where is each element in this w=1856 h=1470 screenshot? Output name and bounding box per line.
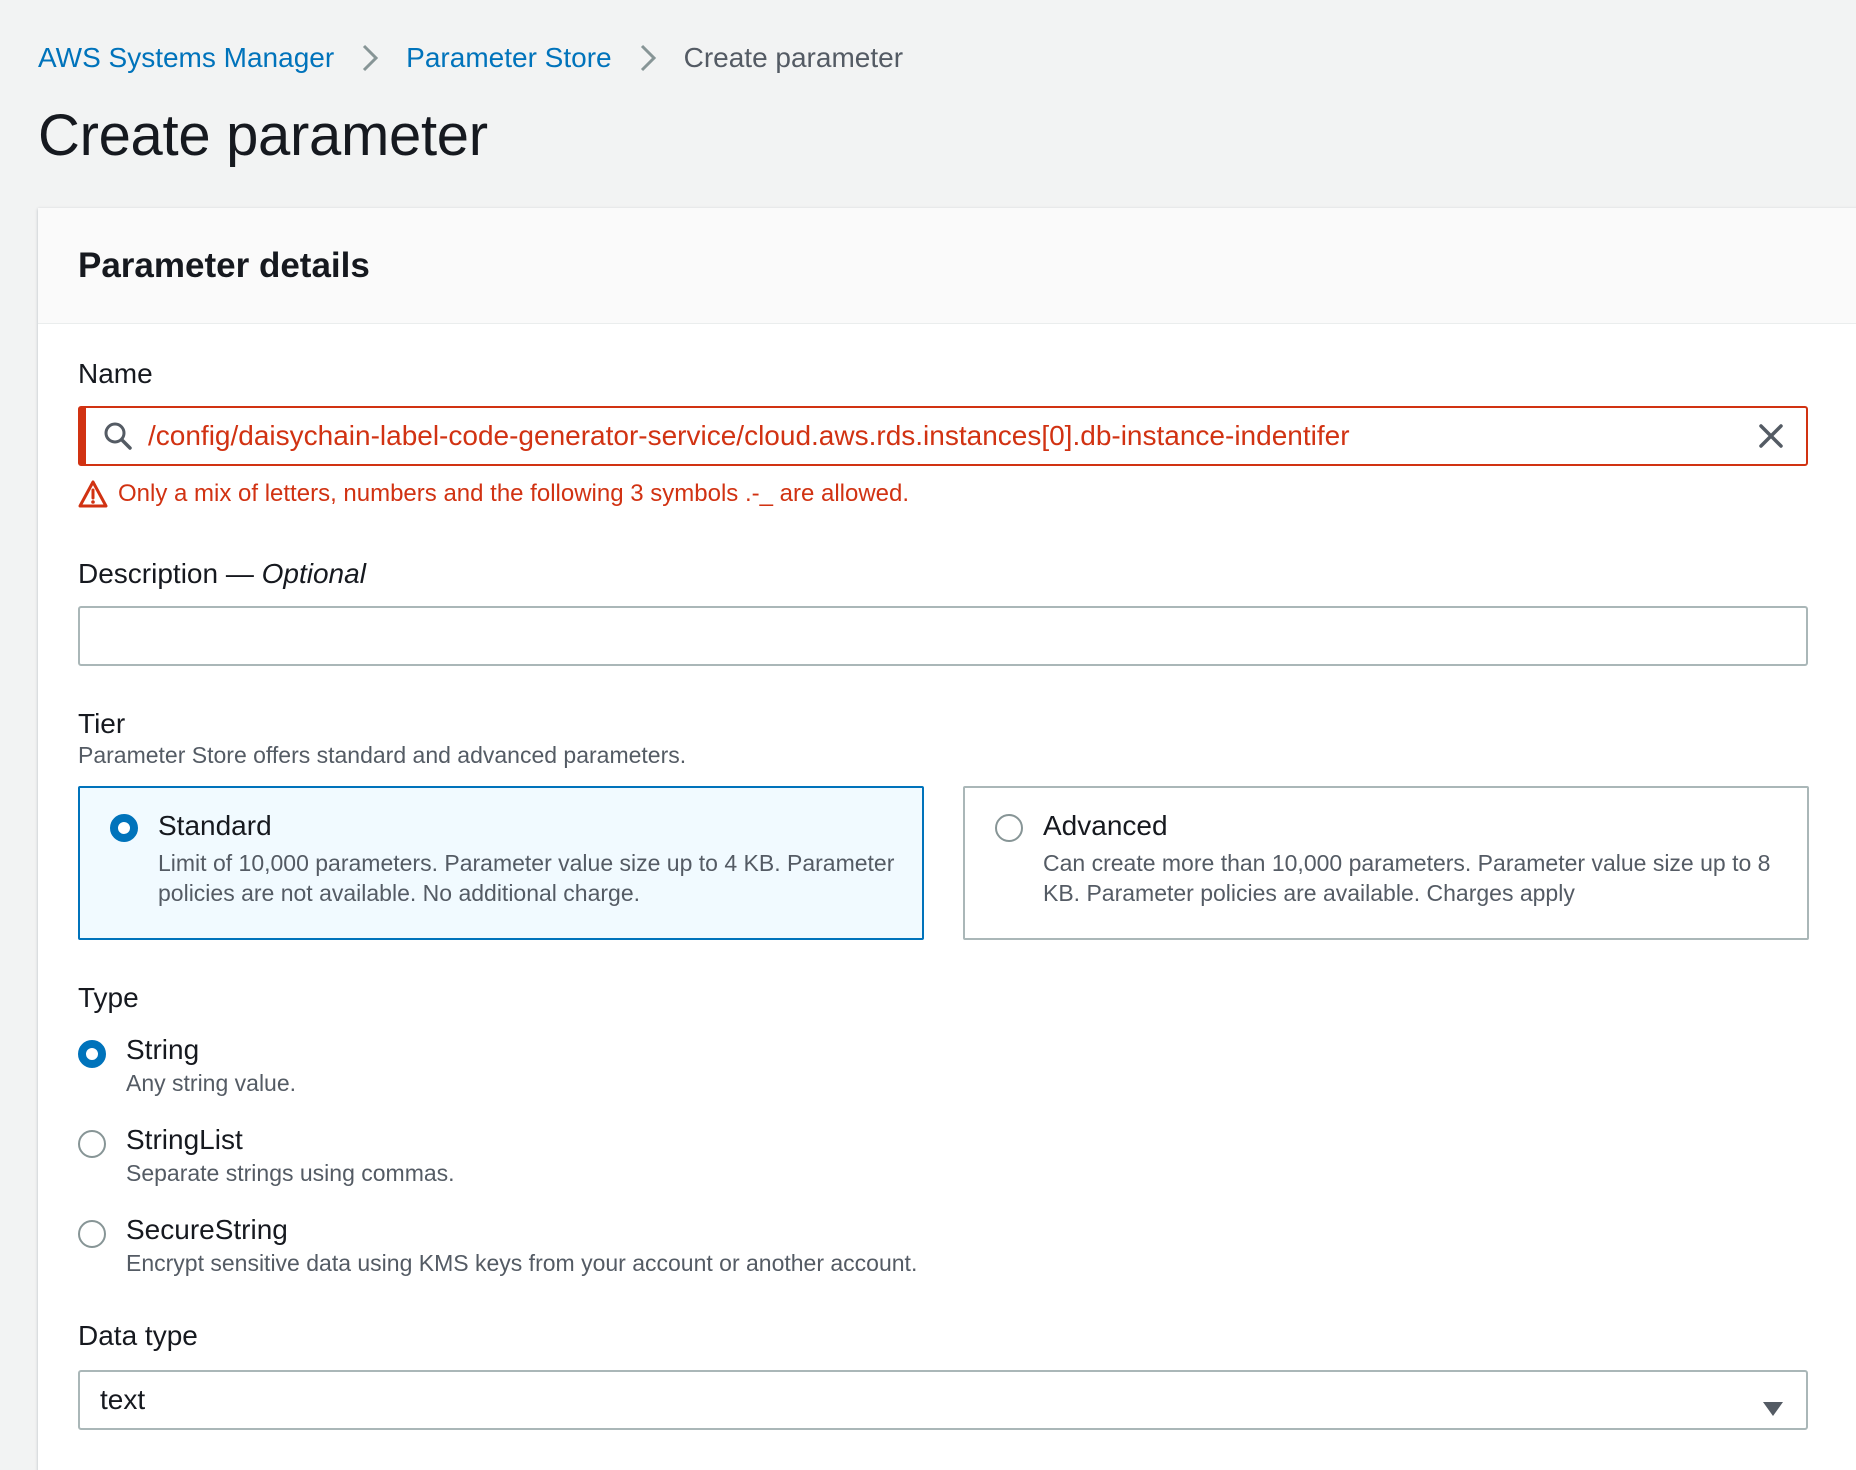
breadcrumb-parameter-store[interactable]: Parameter Store — [406, 42, 612, 73]
breadcrumb-current: Create parameter — [683, 42, 904, 73]
description-label: Description — Optional — [78, 558, 366, 589]
name-input-value[interactable]: /config/daisychain-label-code-generator-service/cloud.aws.rds.instances[0].db-instance-indentifer — [148, 420, 1350, 451]
name-input[interactable] — [78, 406, 1808, 466]
tier-standard-tile[interactable] — [78, 786, 924, 940]
search-icon — [86, 421, 144, 451]
close-icon[interactable] — [1736, 423, 1806, 449]
name-label: Name — [78, 358, 153, 389]
tier-hint: Parameter Store offers standard and advanced parameters. — [78, 742, 687, 768]
warning-icon — [78, 480, 108, 508]
type-label: Type — [78, 982, 139, 1013]
type-stringlist-radio[interactable] — [78, 1130, 106, 1158]
type-string-title: String — [126, 1034, 200, 1065]
type-string-description: Any string value. — [126, 1070, 297, 1096]
tier-advanced-radio[interactable] — [995, 814, 1023, 842]
parameter-details-panel — [38, 208, 1856, 1470]
type-stringlist-title: StringList — [126, 1124, 243, 1155]
breadcrumb — [38, 38, 903, 78]
type-securestring-description: Encrypt sensitive data using KMS keys from your account or another account. — [126, 1250, 918, 1276]
type-securestring-title: SecureString — [126, 1214, 288, 1245]
tier-label: Tier — [78, 708, 126, 739]
optional-tag: Optional — [261, 558, 366, 589]
type-string-radio[interactable] — [78, 1040, 106, 1068]
tier-advanced-title: Advanced — [1043, 810, 1168, 841]
caret-down-icon — [1762, 1392, 1784, 1424]
tier-standard-radio[interactable] — [110, 814, 138, 842]
panel-header — [38, 208, 1856, 324]
page-title: Create parameter — [38, 103, 488, 168]
data-type-value: text — [100, 1384, 146, 1415]
tier-advanced-tile[interactable] — [963, 786, 1809, 940]
name-error — [78, 480, 909, 508]
tier-advanced-description: Can create more than 10,000 parameters. Parameter value size up to 8 KB. Parameter policies are available. Charges apply — [1043, 850, 1771, 906]
type-securestring-radio[interactable] — [78, 1220, 106, 1248]
description-input[interactable] — [78, 606, 1808, 666]
tier-standard-title: Standard — [158, 810, 272, 841]
chevron-right-icon — [334, 43, 406, 73]
panel-title: Parameter details — [78, 245, 370, 285]
type-stringlist-description: Separate strings using commas. — [126, 1160, 455, 1186]
name-error-text: Only a mix of letters, numbers and the following 3 symbols .-_ are allowed. — [118, 480, 910, 507]
chevron-right-icon — [612, 43, 684, 73]
data-type-select[interactable] — [78, 1370, 1808, 1430]
tier-standard-description: Limit of 10,000 parameters. Parameter value size up to 4 KB. Parameter policies are not available. No additional charge. — [158, 850, 895, 906]
breadcrumb-systems-manager[interactable]: AWS Systems Manager — [38, 42, 335, 73]
data-type-label: Data type — [78, 1320, 198, 1351]
